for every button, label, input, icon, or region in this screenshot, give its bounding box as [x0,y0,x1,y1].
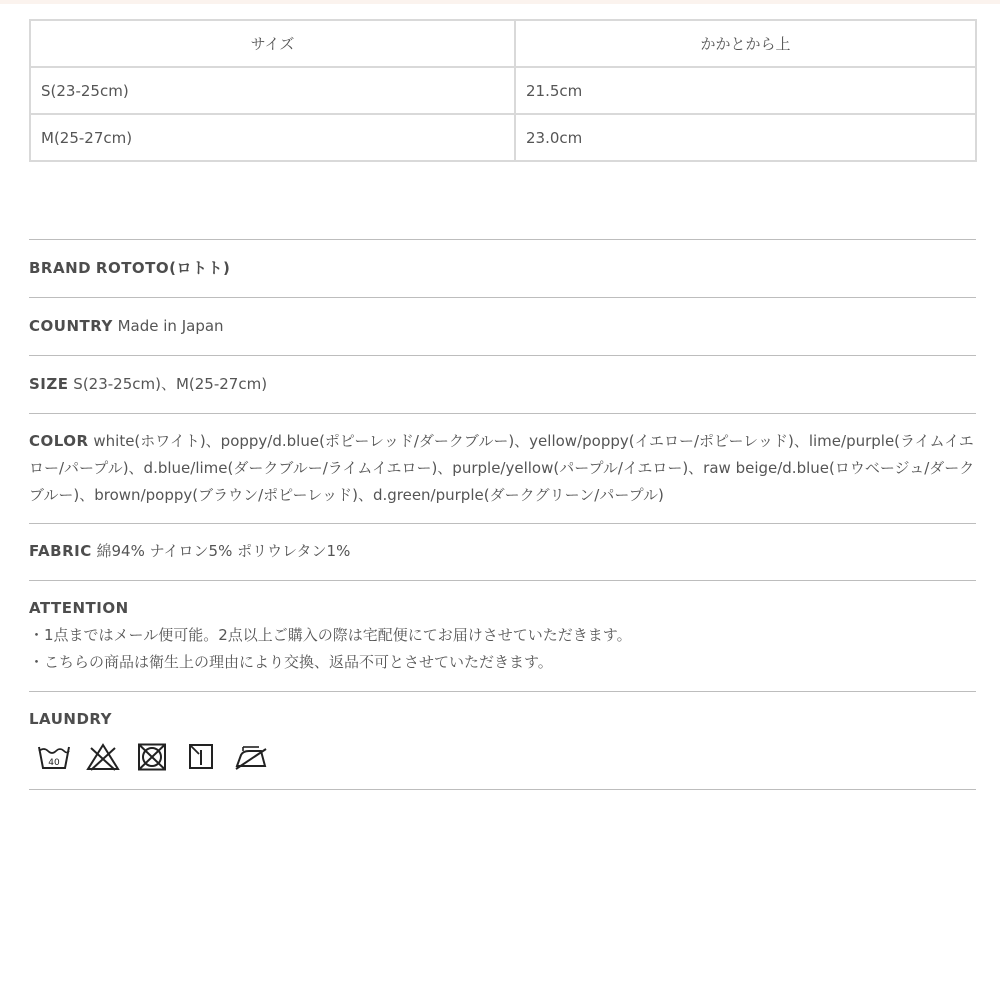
table-cell-size: M(25-27cm) [30,114,515,161]
table-header-size: サイズ [30,20,515,67]
spec-list [29,239,976,790]
spec-row-laundry [29,691,976,790]
spec-label-country: COUNTRY [29,317,113,335]
spec-label-color: COLOR [29,432,89,450]
spec-row-size [29,355,976,413]
attention-note-shipping: ・1点まではメール便可能。2点以上ご購入の際は宅配便にてお届けさせていただきます。 [29,626,632,644]
table-cell-length: 23.0cm [515,114,976,161]
wash-40-icon [37,743,71,771]
laundry-icons [29,743,976,771]
spec-value-color: white(ホワイト)、poppy/d.blue(ポピーレッド/ダークブルー)、yellow/poppy(イエロー/ポピーレッド)、lime/purple(ライムイエロー/パープル)、d.blue/lime(ダークブルー/ライムイエロー)、purple/yellow(パープル/イエロー)、raw beige/d.blue(ロウベージュ/ダークブルー)、brown/poppy(ブラウン/ポピーレッド)、d.green/purple(ダークグリーン/パープル) [29,432,975,504]
spec-value-fabric: 綿94% ナイロン5% ポリウレタン1% [96,542,351,560]
no-tumble-dry-icon [135,743,169,771]
spec-label-fabric: FABRIC [29,542,92,560]
spec-label-attention: ATTENTION [29,599,129,617]
spec-label-laundry: LAUNDRY [29,710,112,728]
table-cell-length: 21.5cm [515,67,976,114]
spec-row-brand [29,239,976,297]
spec-value-country: Made in Japan [117,317,224,335]
spec-row-fabric [29,523,976,580]
no-iron-icon [233,743,269,771]
drip-dry-shade-icon [184,743,218,771]
spec-row-color [29,413,976,523]
size-table [29,19,977,162]
attention-note-returns: ・こちらの商品は衛生上の理由により交換、返品不可とさせていただきます。 [29,653,553,671]
spec-value-brand: ROTOTO(ロトト) [95,259,231,277]
top-accent-bar [0,0,1000,4]
spec-row-attention [29,580,976,691]
table-header-heel-height: かかとから上 [515,20,976,67]
table-row [30,67,976,114]
wash-temp: 40 [48,758,60,768]
spec-label-brand: BRAND [29,259,92,277]
no-bleach-icon [86,743,120,771]
spec-label-size: SIZE [29,375,69,393]
table-cell-size: S(23-25cm) [30,67,515,114]
table-header-row [30,20,976,67]
table-row [30,114,976,161]
spec-row-country [29,297,976,355]
spec-value-size: S(23-25cm)、M(25-27cm) [73,375,268,393]
